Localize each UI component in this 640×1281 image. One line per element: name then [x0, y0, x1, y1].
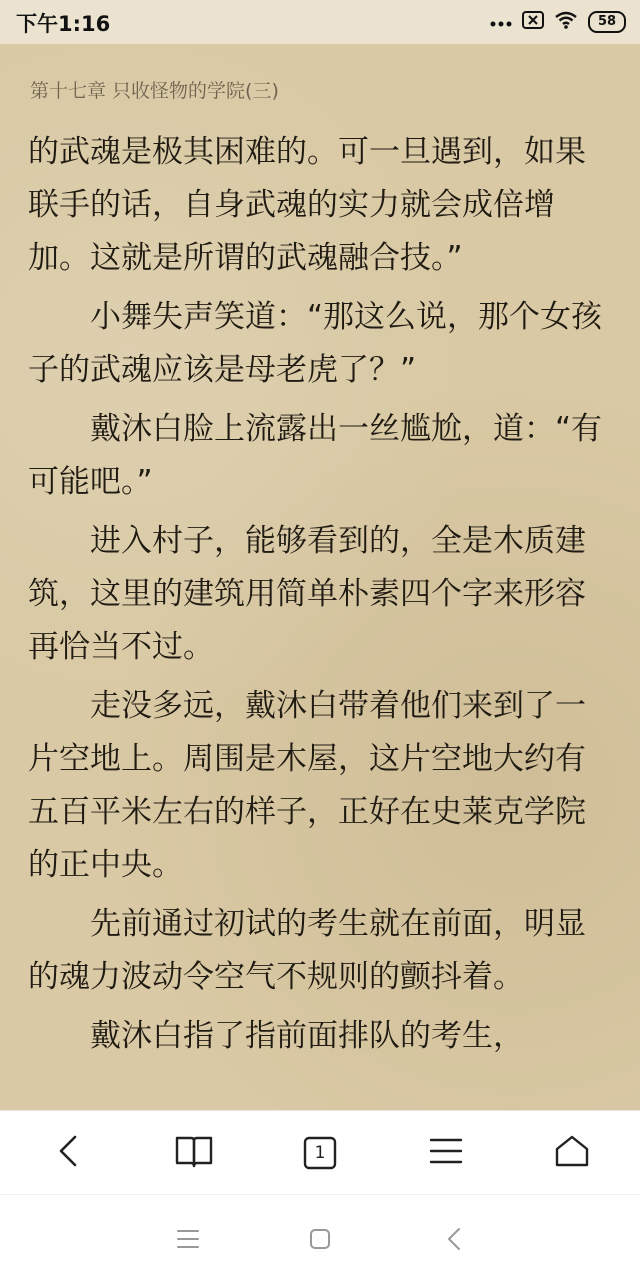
menu-icon [429, 1137, 463, 1169]
chevron-left-icon [446, 1227, 462, 1255]
status-icons [490, 10, 626, 34]
tabs-count: 1 [314, 1143, 326, 1163]
menu-button[interactable] [424, 1131, 468, 1175]
recent-apps-button[interactable] [170, 1223, 206, 1259]
chevron-left-icon [55, 1134, 81, 1172]
open-book-icon [174, 1134, 214, 1172]
paragraph: 戴沐白脸上流露出一丝尴尬，道：“有可能吧。” [28, 411, 603, 500]
sim-off-icon [522, 11, 544, 33]
paragraph: 走没多远，戴沐白带着他们来到了一片空地上。周围是木屋，这片空地大约有五百平米左右的样子，正好在史莱克学院的正中央。 [28, 688, 586, 883]
paragraph: 小舞失声笑道：“那这么说，那个女孩子的武魂应该是母老虎了？” [28, 299, 603, 388]
status-time: 下午1:16 [16, 12, 111, 36]
chapter-body [28, 126, 614, 1069]
wifi-icon [554, 11, 578, 33]
paragraph: 戴沐白指了指前面排队的考生， [28, 1018, 524, 1054]
home-button[interactable] [550, 1131, 594, 1175]
paragraph: 的武魂是极其困难的。可一旦遇到，如果联手的话，自身武魂的实力就会成倍增加。这就是所谓的武魂融合技。” [28, 134, 586, 276]
recent-apps-icon [177, 1229, 199, 1253]
square-home-icon [309, 1228, 331, 1254]
more-dots-icon [490, 13, 512, 32]
status-bar [0, 0, 640, 44]
bottom-toolbar [0, 1110, 640, 1195]
battery-indicator: 58 [588, 11, 626, 33]
back-button[interactable] [46, 1131, 90, 1175]
home-icon [554, 1134, 590, 1172]
paragraph: 先前通过初试的考生就在前面，明显的魂力波动令空气不规则的颤抖着。 [28, 906, 586, 995]
bookshelf-button[interactable] [172, 1131, 216, 1175]
paragraph: 进入村子，能够看到的，全是木质建筑，这里的建筑用简单朴素四个字来形容再恰当不过。 [28, 523, 586, 665]
home-nav-button[interactable] [302, 1223, 338, 1259]
chapter-title: 第十七章 只收怪物的学院(三) [30, 80, 279, 102]
tabs-button[interactable] [298, 1131, 342, 1175]
reader-page[interactable] [0, 44, 640, 1110]
back-nav-button[interactable] [436, 1223, 472, 1259]
system-navigation-bar [0, 1194, 640, 1281]
